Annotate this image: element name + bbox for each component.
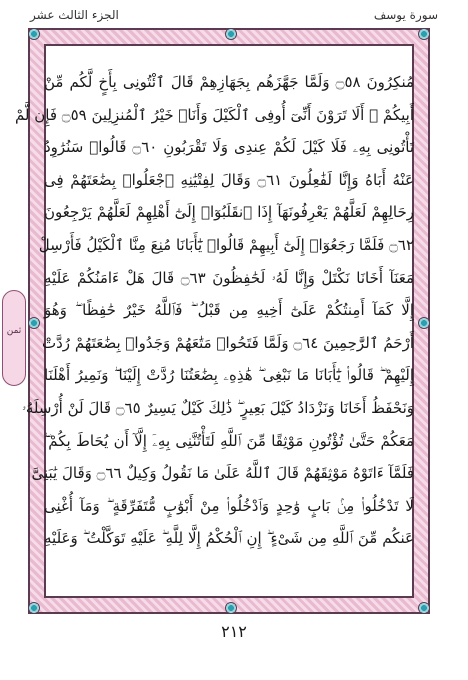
text-line-5: رِحَالِهِمْ لَعَلَّهُمْ يَعْرِفُونَهَآ إِذَا ٱنقَلَبُوٓا۟ إِلَىٰٓ أَهْلِهِمْ لَعَلَّهُمْ يَرْجِعُونَ: [44, 203, 414, 222]
juz-label: الجزء الثالث عشر: [30, 8, 119, 22]
text-line-3: تَأْتُونِى بِهِۦ فَلَا كَيْلَ لَكُمْ عِندِى وَلَا تَقْرَبُونِ ۝٦٠ قَالُوا۟ سَنُرَٰوِدُ: [44, 138, 415, 157]
corner-rosette-icon: [28, 28, 40, 40]
text-line-4: عَنْهُ أَبَاهُ وَإِنَّا لَفَٰعِلُونَ ۝٦١ وَقَالَ لِفِتْيَٰنِهِ ٱجْعَلُوا۟ بِضَٰعَتَهُمْ فِى: [44, 170, 414, 189]
page-number: ٢١٢: [221, 622, 247, 641]
marker-ornament-icon: [2, 290, 26, 386]
text-line-1: مُنكِرُونَ ۝٥٨ وَلَمَّا جَهَّزَهُم بِجَهَازِهِمْ قَالَ ٱئْتُونِى بِأَخٍ لَّكُم مِّنْ: [44, 73, 415, 91]
text-line-14: لَا تَدْخُلُوا۟ مِنۢ بَابٍ وَٰحِدٍ وَٱدْخُلُوا۟ مِنْ أَبْوَٰبٍ مُّتَفَرِّقَةٍ ۖ وَمَآ أُغْنِى: [44, 496, 414, 515]
border-rosette-icon: [225, 602, 237, 614]
text-line-12: مَعَكُمْ حَتَّىٰ تُؤْتُونِ مَوْثِقًا مِّنَ ٱللَّهِ لَتَأْتُنَّنِى بِهِۦٓ إِلَّآ أَن يُحَاطَ بِكُمْ ۖ: [44, 431, 414, 450]
border-rosette-icon: [418, 317, 430, 329]
text-line-13: فَلَمَّآ ءَاتَوْهُ مَوْثِقَهُمْ قَالَ ٱللَّهُ عَلَىٰ مَا نَقُولُ وَكِيلٌ ۝٦٦ وَقَالَ يَٰبَنِىَّ: [31, 464, 414, 483]
text-line-10: إِلَيْهِمْ ۖ قَالُوا۟ يَٰٓأَبَانَا مَا نَبْغِى ۖ هَٰذِهِۦ بِضَٰعَتُنَا رُدَّتْ إِلَيْنَا ۖ وَنَمِيرُ أَهْلَنَا: [44, 366, 414, 385]
border-rosette-icon: [225, 28, 237, 40]
text-line-9: أَرْحَمُ ٱلرَّٰحِمِينَ ۝٦٤ وَلَمَّا فَتَحُوا۟ مَتَٰعَهُمْ وَجَدُوا۟ بِضَٰعَتَهُمْ رُدَّتْ: [42, 333, 414, 352]
border-rosette-icon: [28, 317, 40, 329]
corner-rosette-icon: [418, 602, 430, 614]
hizb-quarter-marker: [2, 290, 26, 386]
text-line-15: عَنكُم مِّنَ ٱللَّهِ مِن شَىْءٍ ۖ إِنِ ٱلْحُكْمُ إِلَّا لِلَّهِ ۖ عَلَيْهِ تَوَكَّلْتُ ۖ وَعَلَيْهِ: [44, 529, 414, 548]
corner-rosette-icon: [28, 602, 40, 614]
marker-label: ثمن: [6, 326, 22, 336]
text-line-7: مَعَنَآ أَخَانَا نَكْتَلْ وَإِنَّا لَهُۥ لَحَٰفِظُونَ ۝٦٣ قَالَ هَلْ ءَامَنُكُمْ عَلَيْهِ: [44, 268, 414, 287]
surah-name: سورة يوسف: [373, 8, 438, 22]
text-line-2: أَبِيكُمْ ۚ أَلَا تَرَوْنَ أَنِّىٓ أُوفِى ٱلْكَيْلَ وَأَنَا۠ خَيْرُ ٱلْمُنزِلِينَ ۝٥٩ فَإِن لَّمْ: [14, 105, 414, 124]
text-line-11: وَنَحْفَظُ أَخَانَا وَنَزْدَادُ كَيْلَ بَعِيرٍ ۖ ذَٰلِكَ كَيْلٌ يَسِيرٌ ۝٦٥ قَالَ لَنْ أُرْسِلَهُۥ: [22, 398, 414, 417]
text-line-6: ۝٦٢ فَلَمَّا رَجَعُوٓا۟ إِلَىٰٓ أَبِيهِمْ قَالُوا۟ يَٰٓأَبَانَا مُنِعَ مِنَّا ٱلْكَيْلُ فَأَرْسِلْ: [38, 235, 414, 254]
text-line-8: إِلَّا كَمَآ أَمِنتُكُمْ عَلَىٰٓ أَخِيهِ مِن قَبْلُ ۖ فَٱللَّهُ خَيْرٌ حَٰفِظًا ۖ وَهُوَ: [44, 301, 414, 320]
corner-rosette-icon: [418, 28, 430, 40]
